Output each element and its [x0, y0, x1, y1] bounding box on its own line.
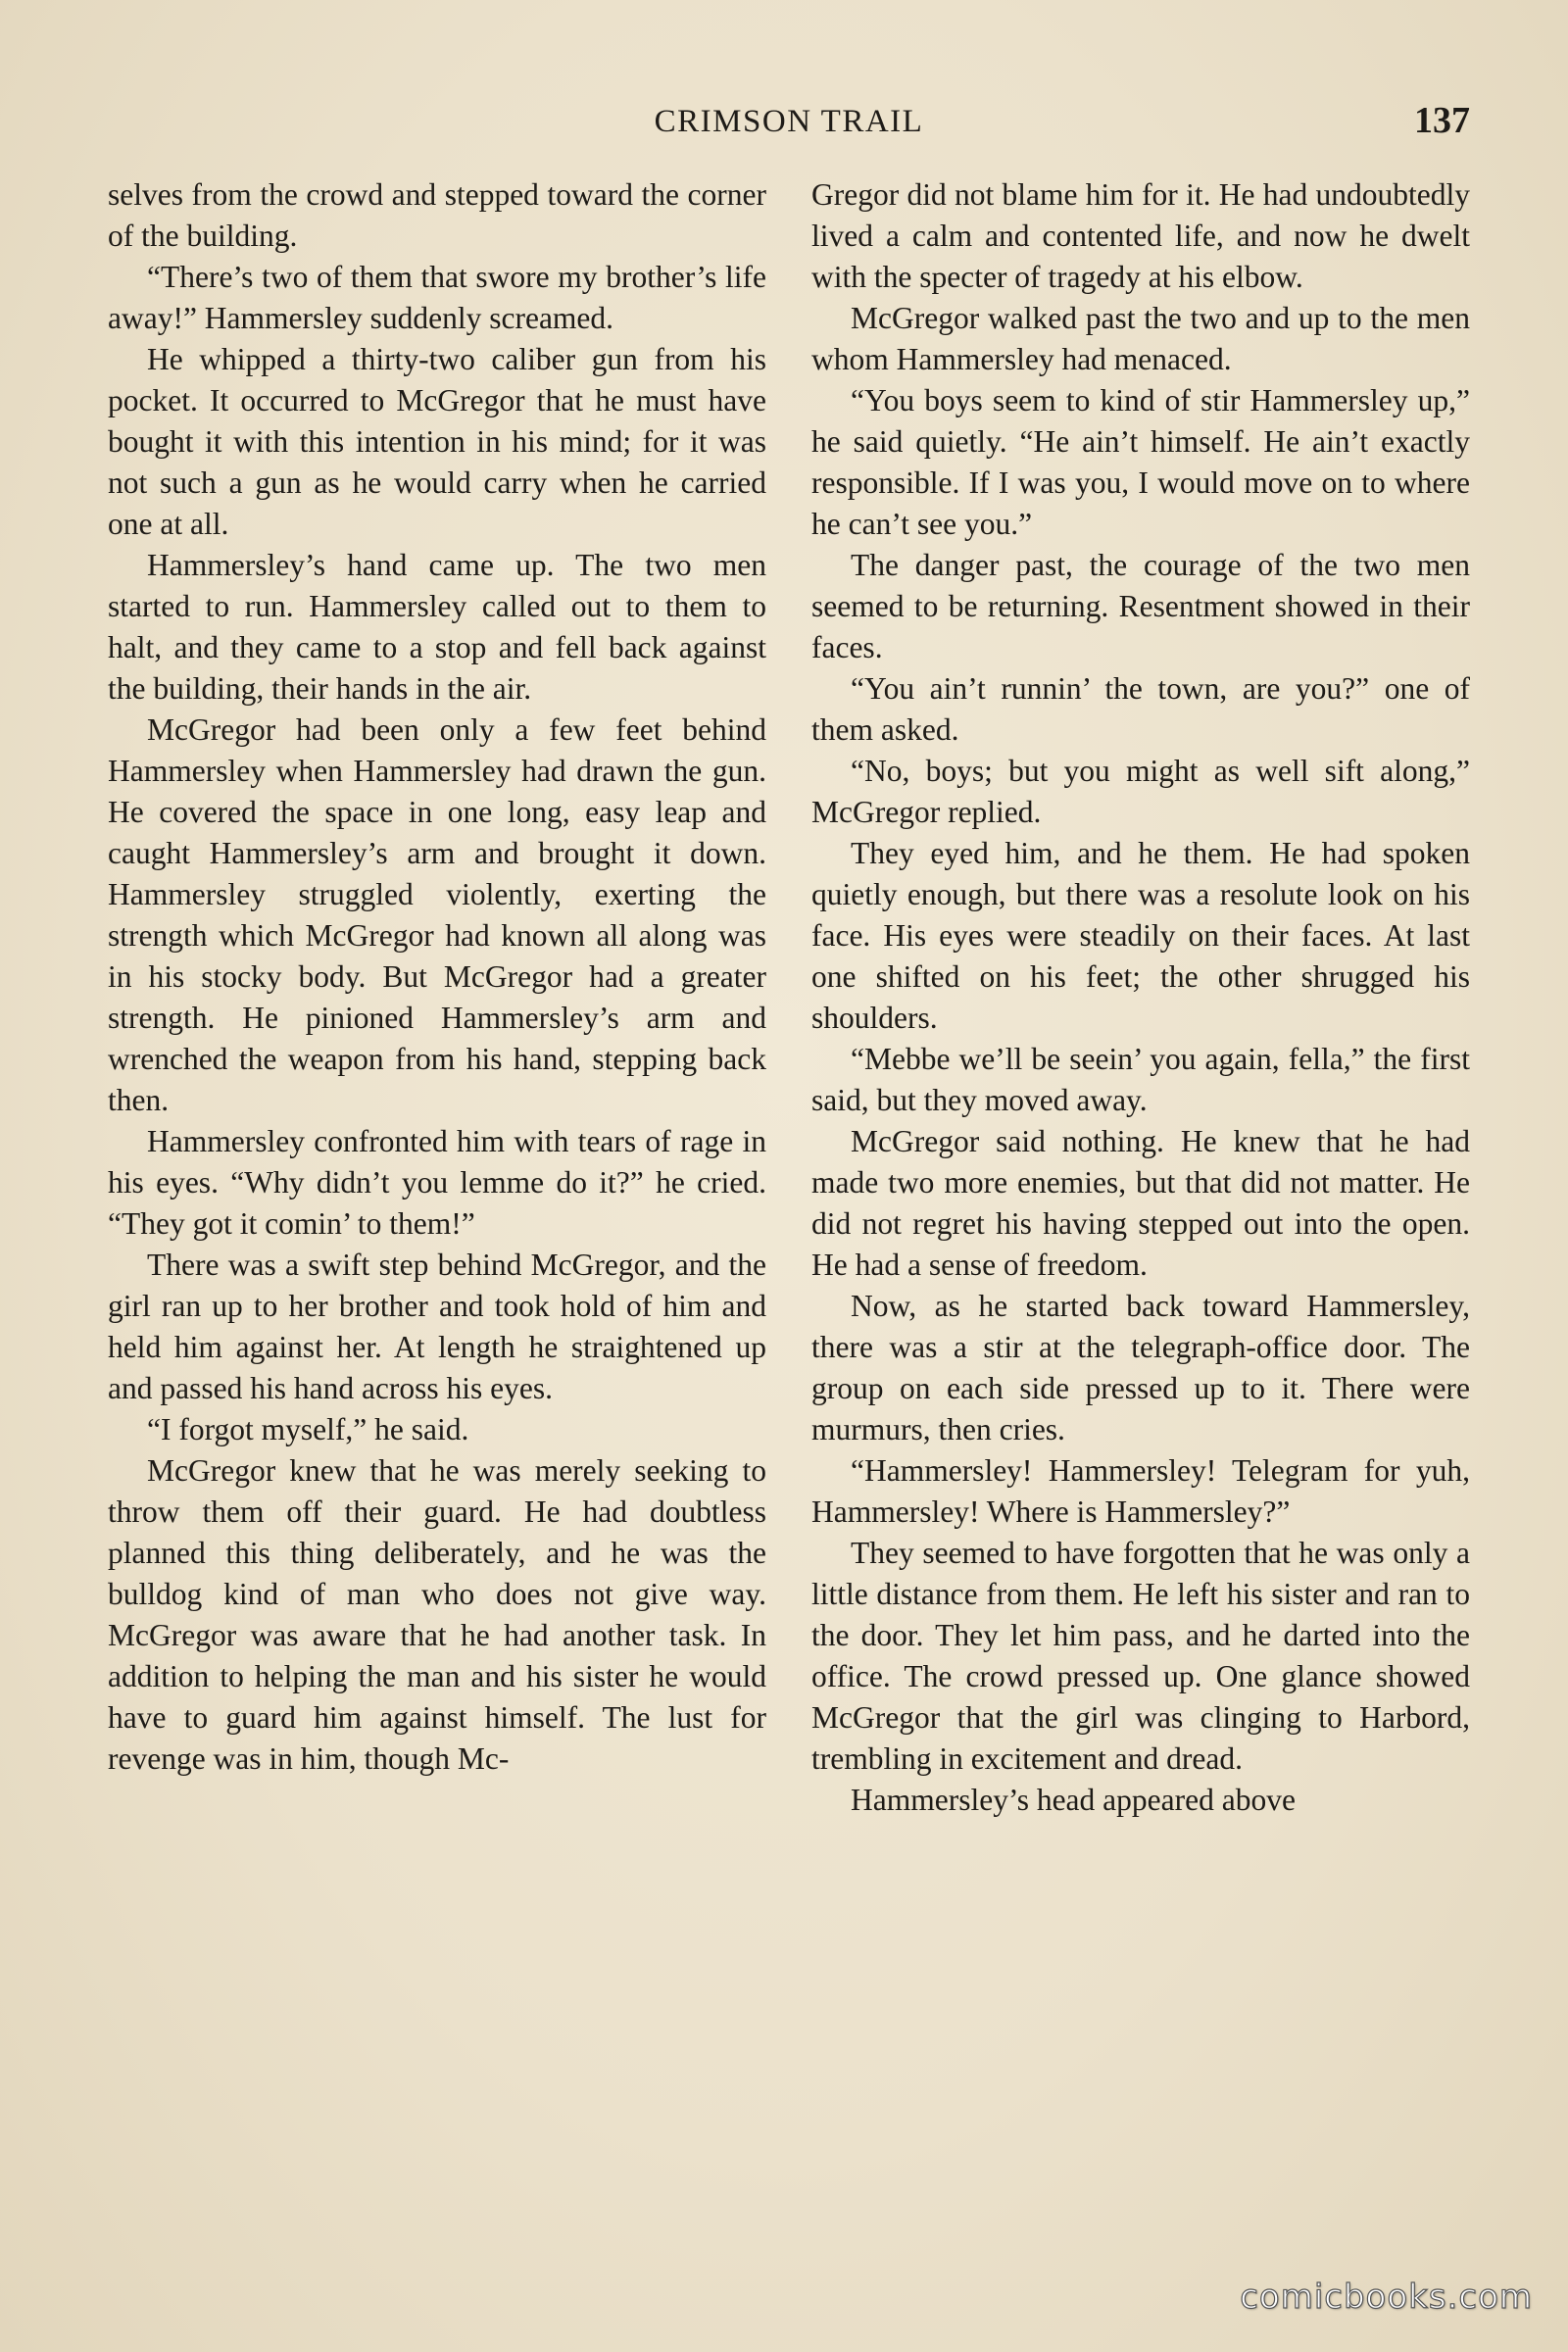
paragraph: “There’s two of them that swore my brother’s life away!” Hammersley suddenly screamed.: [108, 260, 766, 335]
right-column: [811, 174, 1470, 2237]
paragraph: Hammersley confronted him with tears of rage in his eyes. “Why didn’t you lemme do it?” he cried. “They got it comin’ to them!”: [108, 1124, 766, 1241]
paragraph: Gregor did not blame him for it. He had undoubtedly lived a calm and contented life, and now he dwelt with the specter of tragedy at his elbow.: [811, 177, 1470, 294]
paragraph: McGregor knew that he was merely seeking to throw them off their guard. He had doubtless planned this thing deliberately, and he was the bulldog kind of man who does not give way. McGregor was aware that he had another task. In addition to helping the man and his sister he would have to guard him against himself. The lust for revenge was in him, though Mc-: [108, 1453, 766, 1776]
paragraph: They eyed him, and he them. He had spoken quietly enough, but there was a resolute look on his face. His eyes were steadily on their faces. At last one shifted on his feet; the other shrugged his shoulders.: [811, 836, 1470, 1035]
paragraph: They seemed to have forgotten that he was only a little distance from them. He left his sister and ran to the door. They let him pass, and he darted into the office. The crowd pressed up. One glance showed McGregor that the girl was clinging to Harbord, trembling in excitement and dread.: [811, 1536, 1470, 1776]
paragraph: There was a swift step behind McGregor, and the girl ran up to her brother and took hold of him and held him against her. At length he straightened up and passed his hand across his eyes.: [108, 1248, 766, 1405]
paragraph: McGregor said nothing. He knew that he had made two more enemies, but that did not matter. He did not regret his having stepped out into the open. He had a sense of freedom.: [811, 1124, 1470, 1282]
site-watermark: comicbooks.com: [1240, 2278, 1533, 2317]
paragraph: “You ain’t runnin’ the town, are you?” one of them asked.: [811, 671, 1470, 747]
paragraph: “I forgot myself,” he said.: [147, 1412, 469, 1446]
paragraph: Hammersley’s head appeared above: [851, 1783, 1296, 1817]
running-head: [108, 102, 1470, 151]
paragraph: “No, boys; but you might as well sift along,” McGregor replied.: [811, 754, 1470, 829]
page-number: 137: [1414, 100, 1470, 141]
paragraph: Hammersley’s hand came up. The two men started to run. Hammersley called out to them to halt, and they came to a stop and fell back against the building, their hands in the air.: [108, 548, 766, 706]
paragraph: The danger past, the courage of the two men seemed to be returning. Resentment showed in their faces.: [811, 548, 1470, 664]
paragraph: McGregor had been only a few feet behind Hammersley when Hammersley had drawn the gun. He covered the space in one long, easy leap and caught Hammersley’s arm and brought it down. Hammersley struggled violently, exerting the strength which McGregor had known all along was in his stocky body. But McGregor had a greater strength. He pinioned Hammersley’s arm and wrenched the weapon from his hand, stepping back then.: [108, 712, 766, 1117]
paragraph: selves from the crowd and stepped toward the corner of the building.: [108, 177, 766, 253]
running-title: CRIMSON TRAIL: [654, 104, 924, 139]
paragraph: He whipped a thirty-two caliber gun from his pocket. It occurred to McGregor that he must have bought it with this intention in his mind; for it was not such a gun as he would carry when he carried one at all.: [108, 342, 766, 541]
paragraph: McGregor walked past the two and up to the men whom Hammersley had menaced.: [811, 301, 1470, 376]
paragraph: “Hammersley! Hammersley! Telegram for yuh, Hammersley! Where is Hammersley?”: [811, 1453, 1470, 1529]
paragraph: “Mebbe we’ll be seein’ you again, fella,” the first said, but they moved away.: [811, 1042, 1470, 1117]
paragraph: Now, as he started back toward Hammersley, there was a stir at the telegraph-office door. The group on each side pressed up to it. There were murmurs, then cries.: [811, 1289, 1470, 1446]
left-column: [108, 174, 766, 2237]
paragraph: “You boys seem to kind of stir Hammersley up,” he said quietly. “He ain’t himself. He ain’t exactly responsible. If I was you, I would move on to where he can’t see you.”: [811, 383, 1470, 541]
